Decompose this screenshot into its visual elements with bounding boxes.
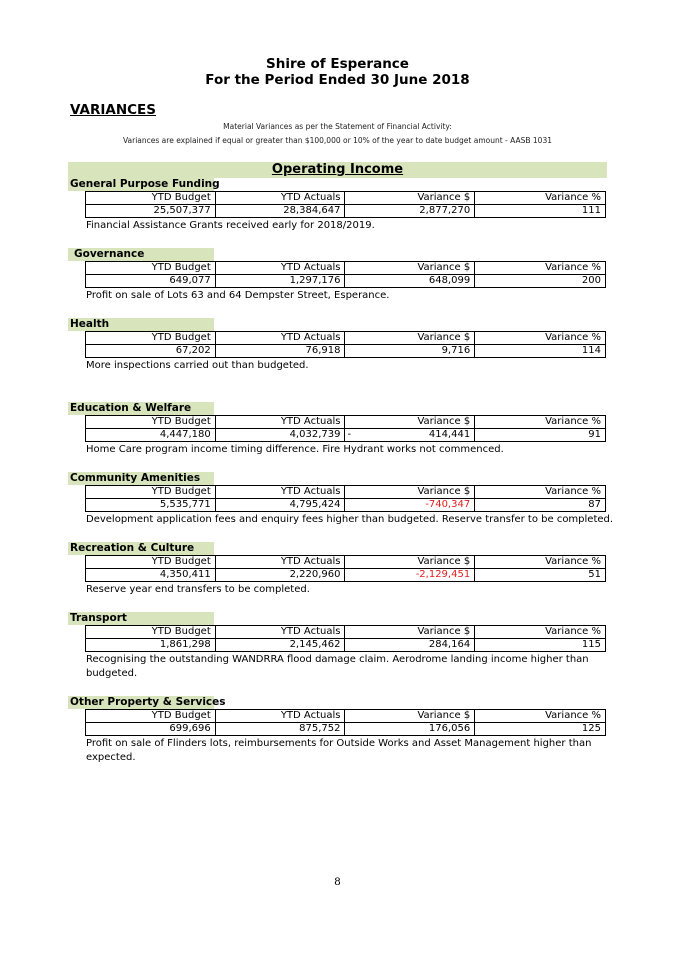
actuals-value: 875,752 bbox=[215, 723, 345, 736]
col-actuals-header: YTD Actuals bbox=[215, 486, 345, 499]
col-actuals-header: YTD Actuals bbox=[215, 626, 345, 639]
variance-table bbox=[85, 709, 606, 736]
variance-amount-value: 284,164 bbox=[345, 639, 475, 652]
section-education-welfare bbox=[68, 402, 608, 457]
col-budget-header: YTD Budget bbox=[86, 262, 216, 275]
table-row bbox=[86, 429, 606, 442]
category-label: Governance bbox=[68, 248, 214, 261]
actuals-value: 4,032,739 bbox=[215, 429, 345, 442]
variance-table bbox=[85, 261, 606, 288]
table-header-row bbox=[86, 332, 606, 345]
col-variance-amount-header: Variance $ bbox=[345, 332, 475, 345]
category-label: Transport bbox=[68, 612, 214, 625]
budget-value: 25,507,377 bbox=[86, 205, 216, 218]
variance-amount-value: 2,877,270 bbox=[345, 205, 475, 218]
col-variance-amount-header: Variance $ bbox=[345, 710, 475, 723]
col-variance-percent-header: Variance % bbox=[475, 332, 606, 345]
col-budget-header: YTD Budget bbox=[86, 486, 216, 499]
category-label: Health bbox=[68, 318, 214, 331]
col-actuals-header: YTD Actuals bbox=[215, 262, 345, 275]
variances-heading: VARIANCES bbox=[70, 102, 156, 118]
page-number: 8 bbox=[334, 876, 341, 888]
variance-percent-value: 111 bbox=[475, 205, 606, 218]
variance-note: More inspections carried out than budgeted. bbox=[86, 360, 309, 371]
variance-table bbox=[85, 485, 606, 512]
variance-amount-value: 9,716 bbox=[345, 345, 475, 358]
category-label: Other Property & Services bbox=[70, 696, 226, 708]
actuals-value: 1,297,176 bbox=[215, 275, 345, 288]
variance-table bbox=[85, 625, 606, 652]
table-header-row bbox=[86, 626, 606, 639]
col-variance-percent-header: Variance % bbox=[475, 192, 606, 205]
actuals-value: 4,795,424 bbox=[215, 499, 345, 512]
report-title-shire: Shire of Esperance bbox=[266, 56, 409, 72]
col-budget-header: YTD Budget bbox=[86, 192, 216, 205]
table-row bbox=[86, 205, 606, 218]
section-other-property-services bbox=[68, 696, 608, 765]
section-transport bbox=[68, 612, 608, 681]
col-variance-percent-header: Variance % bbox=[475, 710, 606, 723]
variance-percent-value: 115 bbox=[475, 639, 606, 652]
table-row bbox=[86, 275, 606, 288]
table-row bbox=[86, 723, 606, 736]
table-header-row bbox=[86, 192, 606, 205]
variance-amount-value: 648,099 bbox=[345, 275, 475, 288]
variance-note: Financial Assistance Grants received early for 2018/2019. bbox=[86, 220, 375, 231]
col-actuals-header: YTD Actuals bbox=[215, 332, 345, 345]
variance-percent-value: 51 bbox=[475, 569, 606, 582]
variance-amount-value: -2,129,451 bbox=[345, 569, 475, 582]
subtitle-threshold: Variances are explained if equal or greater than $100,000 or 10% of the year to date budget amount - AASB 1031 bbox=[122, 136, 552, 145]
variance-percent-value: 87 bbox=[475, 499, 606, 512]
section-community-amenities bbox=[68, 472, 614, 527]
variance-amount-value: - 414,441 bbox=[345, 429, 475, 442]
table-header-row bbox=[86, 710, 606, 723]
col-variance-percent-header: Variance % bbox=[475, 486, 606, 499]
variance-percent-value: 200 bbox=[475, 275, 606, 288]
budget-value: 4,447,180 bbox=[86, 429, 216, 442]
category-label: Recreation & Culture bbox=[68, 542, 214, 555]
variance-note: Profit on sale of Lots 63 and 64 Dempster Street, Esperance. bbox=[86, 290, 390, 301]
variance-table bbox=[85, 555, 606, 582]
section-general-purpose-funding bbox=[68, 178, 608, 233]
actuals-value: 2,145,462 bbox=[215, 639, 345, 652]
table-header-row bbox=[86, 556, 606, 569]
col-budget-header: YTD Budget bbox=[86, 710, 216, 723]
variance-amount-value: -740,347 bbox=[345, 499, 475, 512]
budget-value: 1,861,298 bbox=[86, 639, 216, 652]
variance-note: Reserve year end transfers to be completed. bbox=[86, 584, 310, 595]
budget-value: 4,350,411 bbox=[86, 569, 216, 582]
variance-note: Recognising the outstanding WANDRRA flood damage claim. Aerodrome landing income higher than budgeted. bbox=[86, 654, 589, 679]
budget-value: 699,696 bbox=[86, 723, 216, 736]
col-variance-amount-header: Variance $ bbox=[345, 416, 475, 429]
actuals-value: 76,918 bbox=[215, 345, 345, 358]
table-row bbox=[86, 345, 606, 358]
variance-note: Home Care program income timing difference. Fire Hydrant works not commenced. bbox=[86, 444, 504, 455]
variance-table bbox=[85, 331, 606, 358]
table-row bbox=[86, 639, 606, 652]
col-variance-percent-header: Variance % bbox=[475, 556, 606, 569]
variance-table bbox=[85, 415, 606, 442]
variance-percent-value: 125 bbox=[475, 723, 606, 736]
section-health bbox=[68, 318, 608, 373]
col-variance-percent-header: Variance % bbox=[475, 626, 606, 639]
col-budget-header: YTD Budget bbox=[86, 626, 216, 639]
budget-value: 67,202 bbox=[86, 345, 216, 358]
col-variance-amount-header: Variance $ bbox=[345, 626, 475, 639]
table-header-row bbox=[86, 486, 606, 499]
col-variance-percent-header: Variance % bbox=[475, 262, 606, 275]
report-title-period: For the Period Ended 30 June 2018 bbox=[205, 72, 470, 88]
variance-amount-value: 176,056 bbox=[345, 723, 475, 736]
variance-note: Development application fees and enquiry fees higher than budgeted. Reserve transfer to be completed. bbox=[86, 514, 614, 525]
col-budget-header: YTD Budget bbox=[86, 556, 216, 569]
category-label: Community Amenities bbox=[68, 472, 214, 485]
variance-percent-value: 114 bbox=[475, 345, 606, 358]
subtitle-statement: Material Variances as per the Statement of Financial Activity: bbox=[223, 122, 452, 131]
budget-value: 5,535,771 bbox=[86, 499, 216, 512]
col-variance-amount-header: Variance $ bbox=[345, 192, 475, 205]
budget-value: 649,077 bbox=[86, 275, 216, 288]
col-actuals-header: YTD Actuals bbox=[215, 556, 345, 569]
col-variance-amount-header: Variance $ bbox=[345, 556, 475, 569]
col-budget-header: YTD Budget bbox=[86, 416, 216, 429]
section-recreation-culture bbox=[68, 542, 608, 597]
col-variance-amount-header: Variance $ bbox=[345, 486, 475, 499]
table-row bbox=[86, 499, 606, 512]
col-actuals-header: YTD Actuals bbox=[215, 710, 345, 723]
col-variance-percent-header: Variance % bbox=[475, 416, 606, 429]
operating-income-heading: Operating Income bbox=[68, 162, 607, 178]
variance-percent-value: 91 bbox=[475, 429, 606, 442]
actuals-value: 2,220,960 bbox=[215, 569, 345, 582]
variance-table bbox=[85, 191, 606, 218]
category-label: General Purpose Funding bbox=[70, 178, 220, 190]
actuals-value: 28,384,647 bbox=[215, 205, 345, 218]
col-variance-amount-header: Variance $ bbox=[345, 262, 475, 275]
table-header-row bbox=[86, 416, 606, 429]
table-row bbox=[86, 569, 606, 582]
section-governance bbox=[68, 248, 608, 303]
category-label: Education & Welfare bbox=[68, 402, 214, 415]
col-actuals-header: YTD Actuals bbox=[215, 416, 345, 429]
table-header-row bbox=[86, 262, 606, 275]
col-actuals-header: YTD Actuals bbox=[215, 192, 345, 205]
variance-note: Profit on sale of Flinders lots, reimbursements for Outside Works and Asset Management higher than expected. bbox=[86, 738, 592, 763]
col-budget-header: YTD Budget bbox=[86, 332, 216, 345]
